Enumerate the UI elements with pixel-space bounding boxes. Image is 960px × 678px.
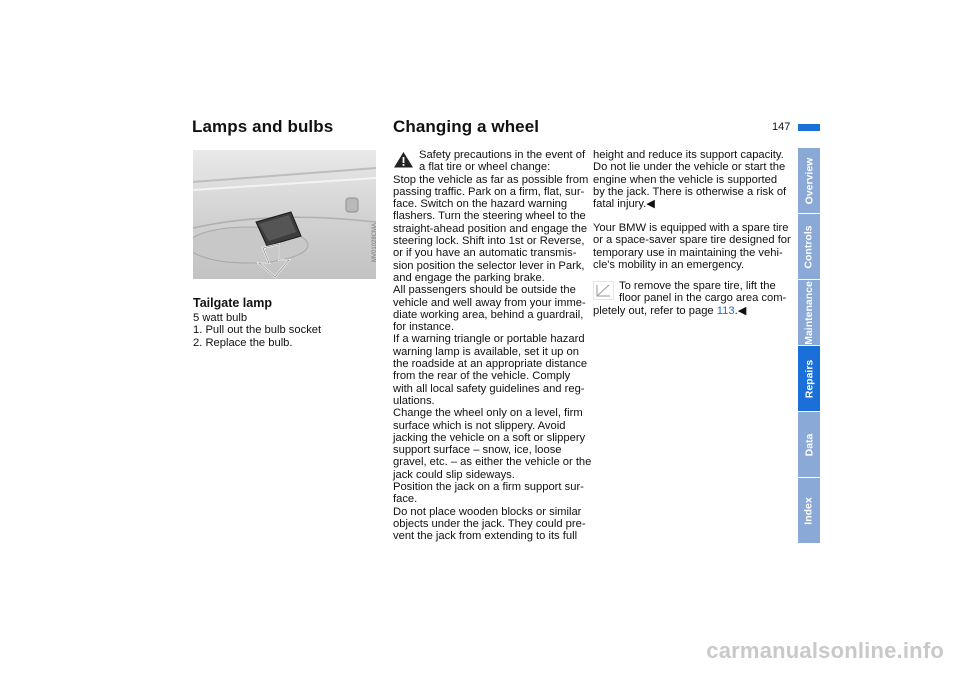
tailgate-illustration <box>193 150 376 279</box>
photo-code: MV01028CMA <box>372 222 378 262</box>
text-line: All passengers should be outside the <box>393 284 576 297</box>
instruction-line: 5 watt bulb <box>193 312 248 324</box>
tab-label: Index <box>803 496 815 525</box>
text-line: warning lamp is available, set it up on <box>393 345 579 358</box>
text-line: Stop the vehicle as far as possible from <box>393 173 589 186</box>
page-number: 147 <box>772 121 791 133</box>
safety-text-continued <box>593 149 786 210</box>
text-line: sion position the selector lever in Park, <box>393 259 585 272</box>
text-line: gravel, etc. – as either the vehicle or the <box>393 456 592 469</box>
note-line: floor panel in the cargo area com- <box>619 292 787 305</box>
note-suffix: .◀ <box>734 304 747 317</box>
text-line: Change the wheel only on a level, firm <box>393 407 583 420</box>
text-line: Your BMW is equipped with a spare tire <box>593 222 789 234</box>
note-line: To remove the spare tire, lift the <box>619 280 776 292</box>
text-line: diate working area, behind a guardrail, <box>393 308 584 321</box>
text-line: If a warning triangle or portable hazard <box>393 333 585 346</box>
section-title-lamps: Lamps and bulbs <box>192 117 334 136</box>
tailgate-lamp-photo <box>193 150 376 279</box>
text-line: cle's mobility in an emergency. <box>593 258 745 271</box>
text-line: support surface – snow, ice, loose <box>393 444 562 457</box>
text-line: objects under the jack. They could pre- <box>393 517 586 530</box>
text-line: or a space-saver spare tire designed for <box>593 234 791 247</box>
tailgate-instructions <box>193 312 321 349</box>
text-line: temporary use in maintaining the vehi- <box>593 246 783 259</box>
text-line: with all local safety guidelines and reg- <box>393 382 585 395</box>
page-113-link[interactable]: 113 <box>716 304 735 317</box>
tab-maintenance[interactable] <box>798 280 820 346</box>
instruction-line: 2. Replace the bulb. <box>193 336 293 349</box>
text-line: surface which is not slippery. Avoid <box>393 419 566 432</box>
safety-text-column <box>393 174 591 543</box>
text-line: fatal injury.◀ <box>593 198 655 211</box>
warning-intro <box>419 149 585 174</box>
text-line: Do not place wooden blocks or similar <box>393 505 582 518</box>
warning-icon <box>393 150 414 169</box>
warning-line: a flat tire or wheel change: <box>419 161 551 174</box>
text-line: vent the jack from extending to its full <box>393 530 578 543</box>
text-line: from the rear of the vehicle. Comply <box>393 370 571 383</box>
watermark: carmanualsonline.info <box>706 638 944 663</box>
text-line: jack could slip sideways. <box>393 468 515 481</box>
text-line: by the jack. There is otherwise a risk of <box>593 185 787 198</box>
tab-overview[interactable] <box>798 148 820 214</box>
note-arrow-icon <box>593 281 614 300</box>
tab-data[interactable] <box>798 412 820 478</box>
text-line: or if you have an automatic transmis- <box>393 247 577 260</box>
text-line: face. Switch on the hazard warning <box>393 198 568 211</box>
subheading-tailgate-lamp: Tailgate lamp <box>193 296 272 310</box>
text-line: for instance. <box>393 321 454 334</box>
section-title-changing-wheel: Changing a wheel <box>393 117 540 136</box>
text-line: face. <box>393 493 418 506</box>
text-line: flashers. Turn the steering wheel to the <box>393 210 586 223</box>
text-line: straight-ahead position and engage the <box>393 222 588 235</box>
tab-label: Maintenance <box>803 280 816 345</box>
tab-label: Controls <box>803 224 816 269</box>
text-line: passing traffic. Park on a firm, flat, sur- <box>393 185 585 198</box>
tab-label: Data <box>803 433 816 456</box>
text-line: Position the jack on a firm support sur- <box>393 481 584 494</box>
tab-index[interactable] <box>798 478 820 544</box>
tab-repairs[interactable] <box>798 346 820 412</box>
text-line: steering lock. Shift into 1st or Reverse, <box>393 235 585 248</box>
text-line: Do not lie under the vehicle or start the <box>593 161 786 174</box>
text-line: vehicle and well away from your imme- <box>393 296 586 309</box>
tab-controls[interactable] <box>798 214 820 280</box>
text-line: height and reduce its support capacity. <box>593 149 784 161</box>
section-marker-bar <box>798 124 820 131</box>
text-line: engine when the vehicle is supported <box>593 173 778 186</box>
note-text <box>619 280 786 305</box>
text-line: and engage the parking brake. <box>393 271 545 284</box>
spare-tire-info <box>593 222 791 271</box>
text-line: the roadside at an appropriate distance <box>393 358 588 371</box>
note-last-line <box>593 305 746 317</box>
text-line: ulations. <box>393 394 435 407</box>
tab-label: Repairs <box>803 359 815 398</box>
instruction-line: 1. Pull out the bulb socket <box>193 324 322 337</box>
warning-line: Safety precautions in the event of <box>419 149 586 161</box>
note-prefix: pletely out, refer to page <box>593 304 717 317</box>
text-line: jacking the vehicle on a soft or slippery <box>393 431 586 444</box>
tab-label: Overview <box>803 157 816 204</box>
